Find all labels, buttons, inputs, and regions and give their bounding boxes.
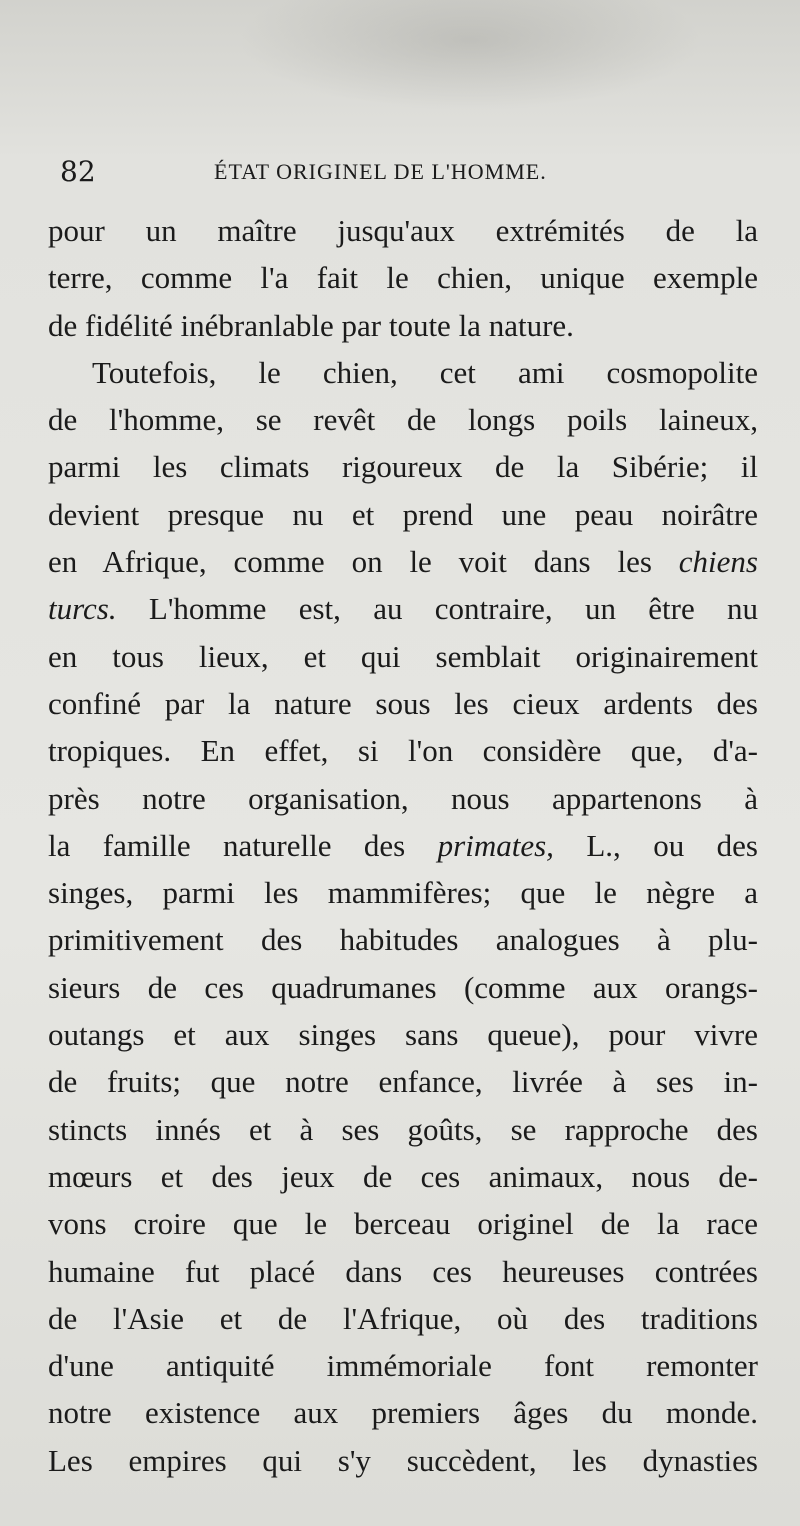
text-line: stincts innés et à ses goûts, se rapproche des xyxy=(48,1111,758,1147)
text-line: primitivement des habitudes analogues à plu- xyxy=(48,922,758,958)
text-line: près notre organisation, nous appartenons à xyxy=(48,780,758,816)
text-line: sieurs de ces quadrumanes (comme aux orangs- xyxy=(48,969,758,1005)
text-line: de fruits; que notre enfance, livrée à ses in- xyxy=(48,1064,758,1100)
body-text xyxy=(48,207,758,1484)
text-line: devient presque nu et prend une peau noirâtre xyxy=(48,496,758,532)
text-line: vons croire que le berceau originel de la race xyxy=(48,1206,758,1242)
page-header xyxy=(60,152,620,192)
text-line: de fidélité inébranlable par toute la nature. xyxy=(48,307,574,343)
italic-term: primates, xyxy=(437,827,554,863)
text-line xyxy=(48,822,758,869)
text-line: singes, parmi les mammifères; que le nègre a xyxy=(48,875,758,911)
text-line: mœurs et des jeux de ces animaux, nous de- xyxy=(48,1158,758,1194)
text-line: de l'homme, se revêt de longs poils laineux, xyxy=(48,402,758,438)
text-line xyxy=(48,585,758,632)
italic-term: chiens xyxy=(678,544,758,580)
text-line: d'une antiquité immémoriale font remonter xyxy=(48,1348,758,1384)
text-line: parmi les climats rigoureux de la Sibérie; il xyxy=(48,449,758,485)
page-number: 82 xyxy=(60,155,96,188)
italic-term: turcs. xyxy=(48,591,117,627)
text-line: terre, comme l'a fait le chien, unique exemple xyxy=(48,260,758,296)
text-line xyxy=(48,538,758,585)
text-line: en tous lieux, et qui semblait originairement xyxy=(48,638,758,674)
text-segment: la famille naturelle des xyxy=(48,827,406,863)
text-segment: en Afrique, comme on le voit dans les xyxy=(48,544,652,580)
text-segment: L., ou des xyxy=(586,827,758,863)
text-line: Les empires qui s'y succèdent, les dynasties xyxy=(48,1442,758,1478)
text-line: notre existence aux premiers âges du monde. xyxy=(48,1395,758,1431)
text-line: tropiques. En effet, si l'on considère que, d'a- xyxy=(48,733,758,769)
text-segment: L'homme est, au contraire, un être nu xyxy=(148,591,758,627)
text-line: de l'Asie et de l'Afrique, où des traditions xyxy=(48,1300,758,1336)
text-line: humaine fut placé dans ces heureuses contrées xyxy=(48,1253,758,1289)
text-line: confiné par la nature sous les cieux ardents des xyxy=(48,685,758,721)
text-line: outangs et aux singes sans queue), pour vivre xyxy=(48,1017,758,1053)
text-line: pour un maître jusqu'aux extrémités de la xyxy=(48,213,758,248)
text-line: Toutefois, le chien, cet ami cosmopolite xyxy=(92,354,758,390)
running-title: ÉTAT ORIGINEL DE L'HOMME. xyxy=(214,159,547,184)
